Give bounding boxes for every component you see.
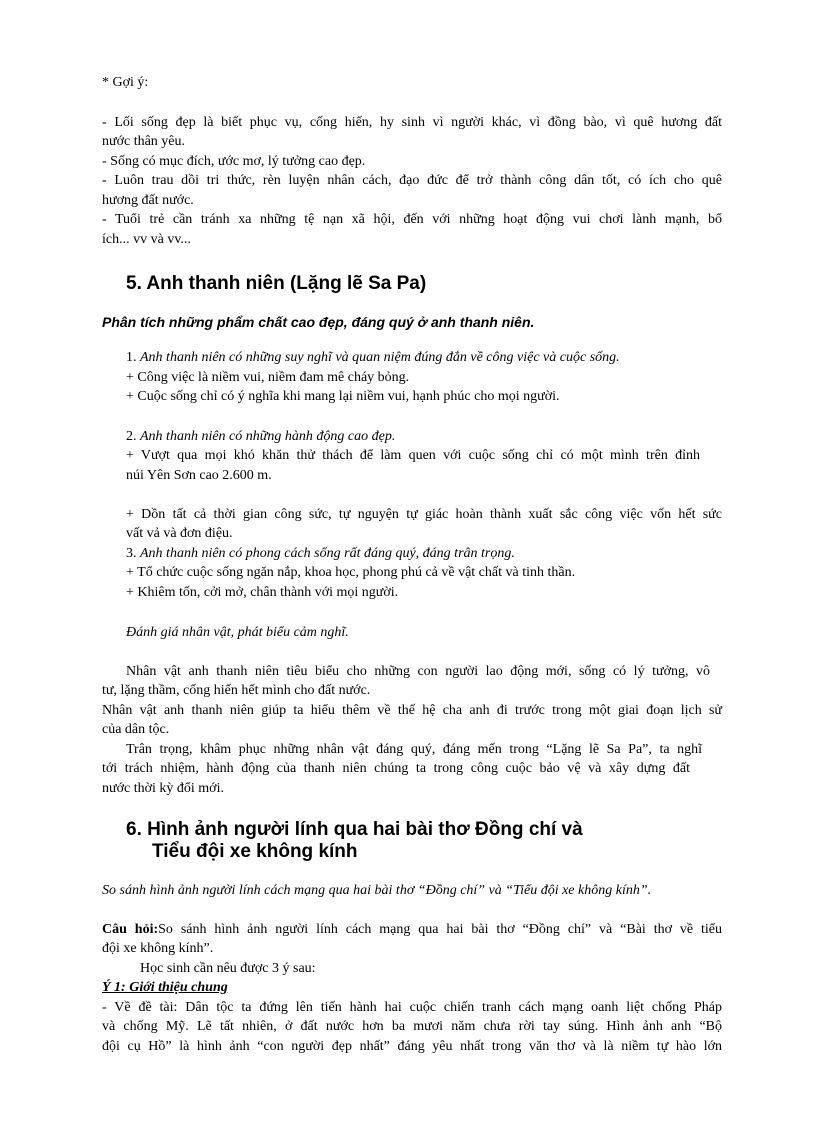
point-number: 1. [126, 350, 140, 365]
evaluation-line: tư, lặng thầm, cống hiến hết mình cho đất nước. [102, 683, 371, 698]
hint-line: - Luôn trau dồi tri thức, rèn luyện nhân cách, đạo đức để trở thành công dân tốt, có ích cho quê [102, 173, 722, 188]
point-1-item: + Công việc là niềm vui, niềm đam mê cháy bỏng. [126, 370, 410, 385]
question-line: đội xe không kính”. [102, 941, 214, 956]
point-title: Anh thanh niên có phong cách sống rất đáng quý, đáng trân trọng. [140, 546, 515, 561]
evaluation-line: nước thời kỳ đổi mới. [102, 781, 224, 796]
hint-line: - Lối sống đẹp là biết phục vụ, cống hiến, hy sinh vì người khác, vì đồng bào, vì quê hương đất [102, 115, 722, 130]
point-2-item: núi Yên Sơn cao 2.600 m. [126, 468, 272, 483]
point-title: Anh thanh niên có những suy nghĩ và quan niệm đúng đắn về công việc và cuộc sống. [140, 350, 620, 365]
evaluation-line: Nhân vật anh thanh niên giúp ta hiểu thêm về thế hệ cha anh đi trước trong một giai đoạn lịch sử [102, 703, 722, 718]
idea-1-title: Ý 1: Giới thiệu chung [102, 980, 228, 995]
point-3-title [126, 544, 746, 563]
students-note: Học sinh cần nêu được 3 ý sau: [140, 961, 316, 976]
point-2-item: + Dồn tất cả thời gian công sức, tự nguyện tự giác hoàn thành xuất sắc công việc vốn hết sức [126, 507, 722, 522]
hint-line: ích... vv và vv... [102, 232, 191, 247]
point-3-item: + Khiêm tốn, cởi mở, chân thành với mọi người. [126, 585, 399, 600]
evaluation-line: tới trách nhiệm, hành động của thanh niên chúng ta trong công cuộc bảo vệ và xây dựng đất [102, 761, 690, 776]
idea-1-line: - Về đề tài: Dân tộc ta đứng lên tiến hành hai cuộc chiến tranh cách mạng oanh liệt chống Pháp [102, 1000, 722, 1015]
hint-line: nước thân yêu. [102, 134, 186, 149]
idea-1-line: và chống Mỹ. Lẽ tất nhiên, ở đất nước hơn ba mươi năm chưa rời tay súng. Hình ảnh anh “Bộ [102, 1019, 722, 1034]
point-2-item: + Vượt qua mọi khó khăn thử thách để làm quen với cuộc sống chỉ có một mình trên đỉnh [126, 448, 700, 463]
hint-line: hương đất nước. [102, 193, 194, 208]
point-title: Anh thanh niên có những hành động cao đẹp. [140, 429, 396, 444]
point-2-item: vất vả và đơn điệu. [126, 526, 233, 541]
point-2-title [126, 427, 746, 446]
point-number: 2. [126, 429, 140, 444]
question-text: So sánh hình ảnh người lính cách mạng qua hai bài thơ “Đồng chí” và “Bài thơ về tiểu [158, 922, 723, 937]
hint-line: - Tuổi trẻ cần tránh xa những tệ nạn xã hội, đến với những hoạt động vui chơi lành mạnh, bổ [102, 212, 722, 227]
section-6-subtitle: So sánh hình ảnh người lính cách mạng qua hai bài thơ “Đồng chí” và “Tiểu đội xe không kính”. [102, 883, 652, 898]
question-label: Câu hỏi: [102, 922, 159, 937]
point-1-title [126, 348, 746, 367]
point-1-item: + Cuộc sống chỉ có ý nghĩa khi mang lại niềm vui, hạnh phúc cho mọi người. [126, 389, 560, 404]
section-5-heading: 5. Anh thanh niên (Lặng lẽ Sa Pa) [126, 273, 427, 294]
evaluation-line: của dân tộc. [102, 722, 170, 737]
section-6-heading-line-1: 6. Hình ảnh người lính qua hai bài thơ Đồng chí và [126, 819, 583, 840]
hint-line: - Sống có mục đích, ước mơ, lý tưởng cao đẹp. [102, 154, 366, 169]
idea-1-line: đội cụ Hồ” là hình ảnh “con người đẹp nhất” đáng yêu nhất trong văn thơ và là niềm tự hào lớn [102, 1039, 722, 1054]
point-3-item: + Tổ chức cuộc sống ngăn nắp, khoa học, phong phú cả về vật chất và tinh thần. [126, 565, 576, 580]
evaluation-line: Trân trọng, khâm phục những nhân vật đáng quý, đáng mến trong “Lặng lẽ Sa Pa”, ta nghĩ [126, 742, 702, 757]
section-6-heading-line-2: Tiểu đội xe không kính [152, 841, 358, 862]
section-5-subtitle: Phân tích những phẩm chất cao đẹp, đáng quý ở anh thanh niên. [102, 314, 535, 330]
hint-label: * Gợi ý: [102, 75, 149, 90]
question-line [102, 920, 722, 939]
evaluation-line: Nhân vật anh thanh niên tiêu biểu cho những con người lao động mới, sống có lý tưởng, vô [126, 664, 710, 679]
evaluation-title: Đánh giá nhân vật, phát biểu cảm nghĩ. [126, 625, 349, 640]
point-number: 3. [126, 546, 140, 561]
